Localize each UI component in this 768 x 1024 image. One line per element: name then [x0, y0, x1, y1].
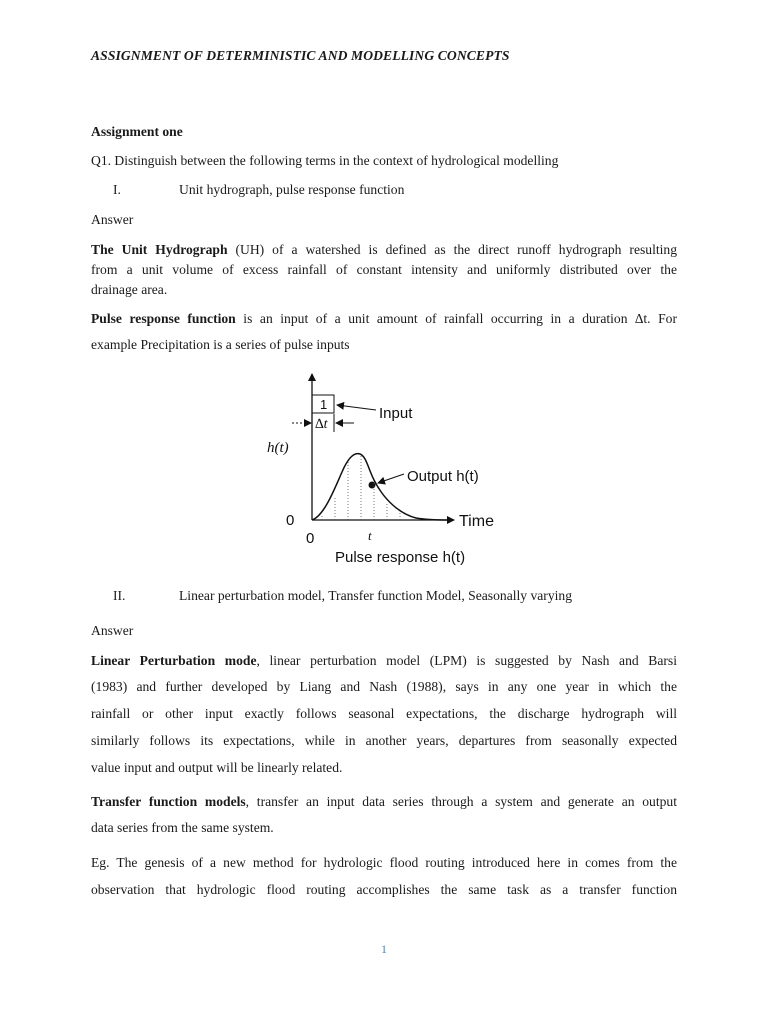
figure-caption: Pulse response h(t) — [335, 549, 466, 566]
x-zero-label: 0 — [306, 530, 315, 547]
lpm-paragraph-line-3: rainfall or other input exactly follows seasonal expectations, the discharge hydrograph will — [91, 706, 677, 721]
question-1: Q1. Distinguish between the following terms in the context of hydrological modelling — [91, 153, 559, 168]
uh-paragraph-line-1 — [91, 240, 677, 260]
tfm-term: Transfer function models — [91, 794, 246, 809]
prf-paragraph-line-1 — [91, 309, 677, 329]
x-t-label: t — [368, 528, 372, 543]
x-axis-label: Time — [459, 513, 494, 530]
tfm-definition-1: , transfer an input data series through a system and generate an output — [245, 794, 677, 809]
response-curve — [312, 454, 448, 520]
prf-paragraph-line-2: example Precipitation is a series of pulse inputs — [91, 337, 350, 352]
uh-definition-1: (UH) of a watershed is defined as the direct runoff hydrograph resulting — [227, 242, 677, 257]
sub-question-2-text: Linear perturbation model, Transfer function Model, Seasonally varying — [179, 588, 572, 603]
lpm-paragraph-line-4: similarly follows its expectations, while in another years, departures from seasonally expected — [91, 733, 677, 748]
prf-definition-1: is an input of a unit amount of rainfall occurring in a duration ∆t. For — [235, 311, 677, 326]
uh-paragraph-line-2: from a unit volume of excess rainfall of constant intensity and uniformly distributed over the — [91, 262, 677, 277]
lpm-paragraph-line-2: (1983) and further developed by Liang and Nash (1988), says in any one year in which the — [91, 679, 677, 694]
example-line-2: observation that hydrologic flood routing accomplishes the same task as a transfer function — [91, 882, 677, 897]
uh-paragraph-line-3: drainage area. — [91, 282, 168, 297]
input-arrow — [337, 405, 376, 410]
y-axis-label: h(t) — [267, 440, 289, 456]
sub-question-1-number: I. — [113, 182, 121, 197]
lpm-definition-1: , linear perturbation model (LPM) is suggested by Nash and Barsi — [256, 653, 678, 668]
lpm-term: Linear Perturbation mode — [91, 653, 257, 668]
tfm-paragraph-line-1 — [91, 792, 677, 812]
page-number: 1 — [381, 942, 387, 956]
example-line-1: Eg. The genesis of a new method for hydrologic flood routing introduced here in comes from the — [91, 855, 677, 870]
output-label: Output h(t) — [407, 468, 479, 485]
output-point — [369, 482, 376, 489]
input-label: Input — [379, 405, 413, 422]
delta-t-label: ∆t — [315, 417, 328, 432]
tfm-paragraph-line-2: data series from the same system. — [91, 820, 274, 835]
sub-question-2 — [91, 586, 677, 606]
sub-question-2-number: II. — [113, 588, 126, 603]
sub-question-1-text: Unit hydrograph, pulse response function — [179, 182, 405, 197]
answer-label-2: Answer — [91, 623, 134, 638]
section-heading: Assignment one — [91, 124, 183, 139]
uh-term: The Unit Hydrograph — [91, 242, 228, 257]
lpm-paragraph-line-5: value input and output will be linearly related. — [91, 760, 343, 775]
input-box-label: 1 — [320, 397, 328, 412]
answer-label-1: Answer — [91, 212, 134, 227]
y-zero-label: 0 — [286, 512, 295, 529]
prf-term: Pulse response function — [91, 311, 236, 326]
document-title: ASSIGNMENT OF DETERMINISTIC AND MODELLING CONCEPTS — [91, 48, 510, 63]
output-arrow — [378, 474, 404, 483]
pulse-response-figure — [262, 370, 508, 570]
sub-question-1 — [91, 180, 677, 200]
lpm-paragraph-line-1 — [91, 651, 677, 671]
